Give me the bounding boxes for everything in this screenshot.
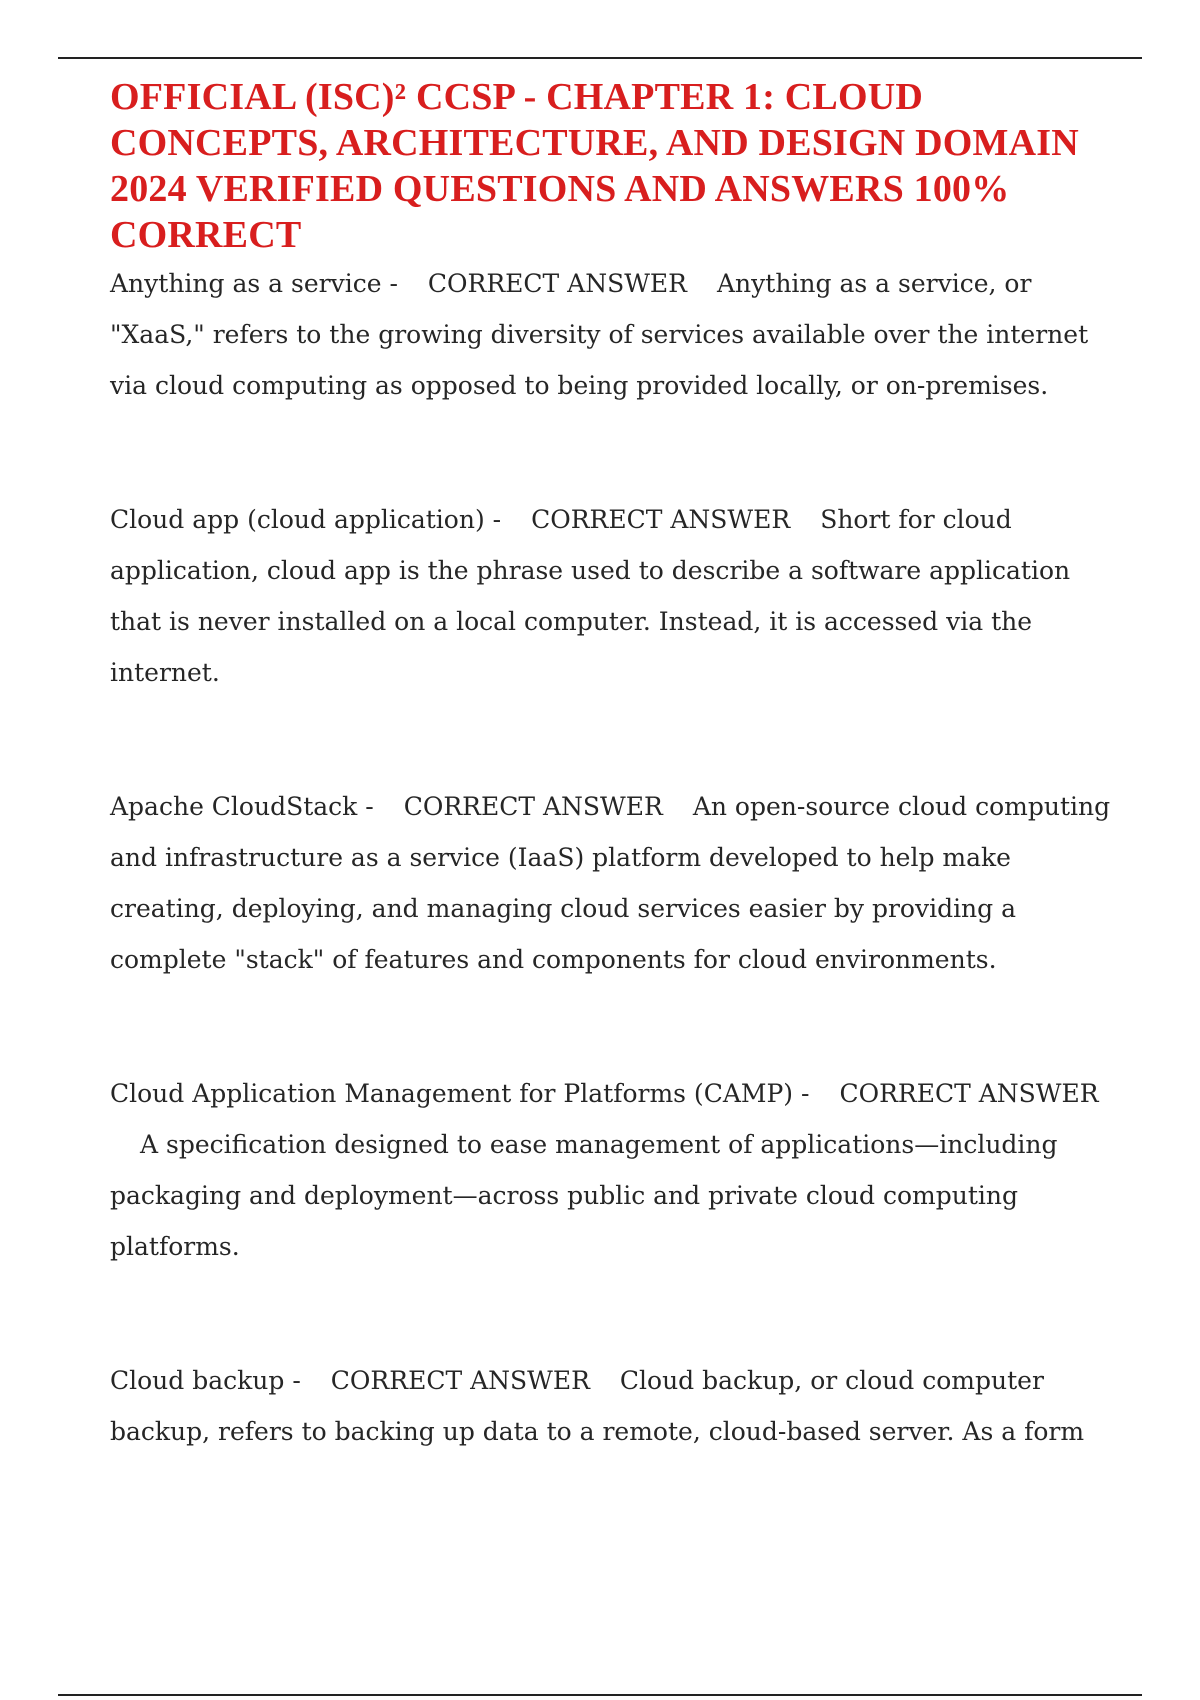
top-rule <box>58 57 1142 59</box>
answer-label: CORRECT ANSWER <box>427 269 687 298</box>
qa-item <box>110 258 1120 411</box>
qa-term: Cloud app (cloud application) - <box>110 505 502 534</box>
document-page <box>110 74 1120 1457</box>
answer-label: CORRECT ANSWER <box>330 1366 590 1395</box>
qa-definition: Anything as a service, or "XaaS," refers to the growing diversity of services available over the internet via cloud computing as opposed to being provided locally, or on-premises. <box>110 269 1089 400</box>
qa-definition: Cloud backup, or cloud computer backup, refers to backing up data to a remote, cloud-based server. As a form <box>110 1366 1085 1446</box>
qa-item <box>110 1068 1120 1272</box>
qa-definition: A specification designed to ease management of applications—including packaging and deployment—across public and private cloud computing platforms. <box>110 1130 1058 1261</box>
qa-list <box>110 258 1120 1457</box>
document-title: OFFICIAL (ISC)² CCSP - CHAPTER 1: CLOUD CONCEPTS, ARCHITECTURE, AND DESIGN DOMAIN 2024 VERIFIED QUESTIONS AND ANSWERS 100% CORRECT <box>110 76 1079 256</box>
qa-item <box>110 1355 1120 1457</box>
answer-label: CORRECT ANSWER <box>403 792 663 821</box>
answer-label: CORRECT ANSWER <box>531 505 791 534</box>
bottom-rule <box>58 1694 1142 1696</box>
qa-term: Cloud Application Management for Platforms (CAMP) - <box>110 1079 810 1108</box>
qa-item <box>110 781 1120 985</box>
qa-term: Anything as a service - <box>110 269 398 298</box>
qa-term: Cloud backup - <box>110 1366 301 1395</box>
qa-item <box>110 494 1120 698</box>
qa-term: Apache CloudStack - <box>110 792 374 821</box>
answer-label: CORRECT ANSWER <box>839 1079 1099 1108</box>
qa-definition: An open-source cloud computing and infrastructure as a service (IaaS) platform developed to help make creating, deploying, and managing cloud services easier by providing a complete "stack" of features and components for cloud environments. <box>110 792 1111 974</box>
qa-definition: Short for cloud application, cloud app is the phrase used to describe a software application that is never installed on a local computer. Instead, it is accessed via the internet. <box>110 505 1071 687</box>
